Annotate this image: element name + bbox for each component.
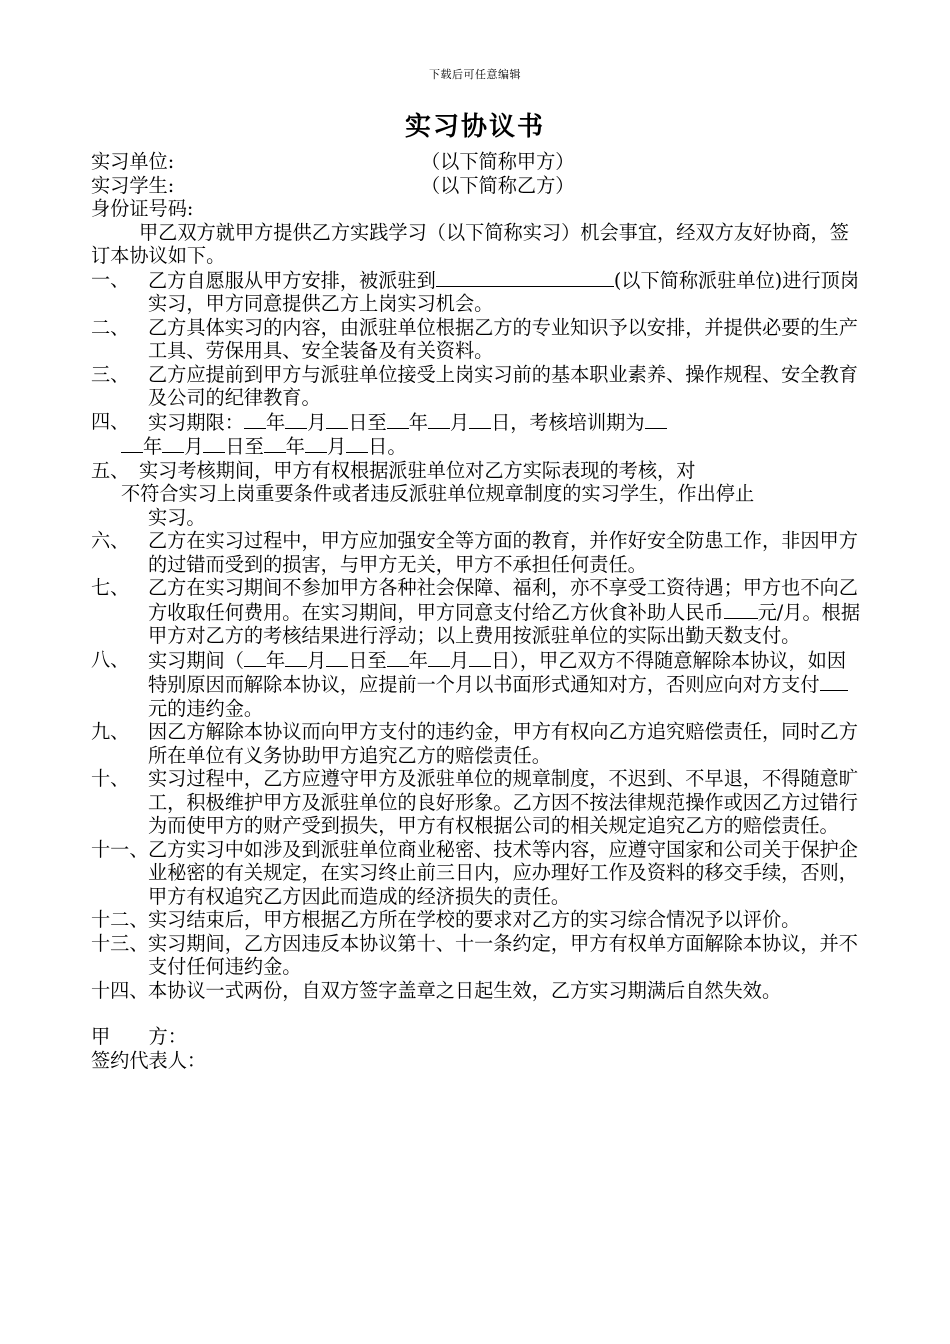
clause-7 [91,576,863,648]
station-blank [436,268,614,287]
clause-9 [91,720,863,767]
clause-text: 乙方在实习过程中，甲方应加强安全等方面的教育，并作好安全防患工作，非因甲方的过错而受到的损害，与甲方无关，甲方不承担任何责任。 [148,529,858,576]
clause-number: 十三、 [91,931,149,955]
clause-text: 乙方自愿服从甲方安排，被派驻到 [148,268,436,292]
document-title: 实习协议书 [404,112,545,142]
student-note: （以下简称乙方） [421,173,575,197]
clause-number: 十四、 [91,978,149,1002]
date-blank [645,410,667,429]
day-label: 日 [368,435,388,458]
to-label: 至 [367,648,387,672]
clause-text: (以下简称派驻单位)进行顶岗实习，甲方同意提供乙方上岗实习机会。 [148,268,860,315]
clause-12 [91,908,863,932]
amount-blank [820,672,848,691]
clause-number: 十、 [91,767,130,790]
clause-6 [91,529,863,576]
month-label: 月 [184,435,204,458]
clause-text: 元的违约金。 [148,696,264,720]
clause-2 [91,316,863,363]
clause-11 [91,838,863,909]
date-blank [305,434,327,453]
clause-text: ），甲乙双方不得随意解除本协议，如因特别原因而解除本协议，应提前一个月以书面形式通知对方，否则应向对方支付 [148,648,847,696]
clause-text: 本协议一式两份，自双方签字盖章之日起生效，乙方实习期满后自然失效。 [148,978,782,1002]
date-blank [428,648,450,667]
document-body [91,150,863,1072]
clause-number: 七、 [91,576,130,599]
unit-row [91,150,863,174]
clause-14 [91,979,863,1003]
clause-number: 九、 [91,720,130,743]
clause-13 [91,932,863,979]
clause-text: 实习期间，乙方因违反本协议第十、十一条约定，甲方有权单方面解除本协议，并不支付任何违约金。 [148,931,858,978]
date-blank [387,410,409,429]
to-label: 至 [367,410,387,434]
id-row [91,197,863,221]
clause-text: 实习结束后，甲方根据乙方所在学校的要求对乙方的实习综合情况予以评价。 [148,908,801,931]
day-label: 日 [225,435,245,458]
date-blank [469,410,491,429]
year-label: 年 [143,435,163,458]
date-blank [285,648,307,667]
clause-number: 十一、 [91,837,149,861]
clause-1 [91,268,863,316]
clause-text: 因乙方解除本协议而向甲方支付的违约金，甲方有权向乙方追究赔偿责任，同时乙方所在单位有义务协助甲方追究乙方的赔偿责任。 [148,720,858,767]
clause-number: 五、 [91,458,130,482]
date-blank [326,648,348,667]
month-label: 月 [449,648,470,672]
clause-number: 四、 [91,409,130,433]
month-label: 月 [307,648,327,672]
date-blank [326,410,348,429]
date-blank [285,410,307,429]
clause-3 [91,363,863,410]
clause-number: 八、 [91,647,130,671]
id-label: 身份证号码: [91,197,194,220]
clause-number: 六、 [91,529,130,552]
unit-note: （以下简称甲方） [421,150,575,173]
student-row [91,174,863,198]
year-label: 年 [408,410,428,434]
date-blank [428,410,450,429]
year-label: 年 [285,435,305,458]
day-label: 日 [491,410,511,434]
month-label: 月 [307,410,327,434]
date-blank [469,648,491,667]
clause-text: 乙方在实习期间不参加甲方各种社会保障、福利，亦不享受工资待遇；甲方也不向乙方收取任何费用。在实习期间，甲方同意支付给乙方伙食补助人民币 [148,576,858,624]
to-label: 至 [244,435,264,458]
date-blank [387,648,409,667]
date-blank [203,434,225,453]
party-a-signature-label: 甲 方： [91,1025,187,1048]
clause-text: 实习考核期间，甲方有权根据派驻单位对乙方实际表现的考核，对 [139,458,696,482]
date-blank [244,648,266,667]
date-blank [346,434,368,453]
clause-5-line-2: 不符合实习上岗重要条件或者违反派驻单位规章制度的实习学生，作出停止 [121,482,755,505]
period-mark: 。 [387,435,407,458]
date-blank [264,434,286,453]
clause-text: 乙方应提前到甲方与派驻单位接受上岗实习前的基本职业素养、操作规程、安全教育及公司的纪律教育。 [148,362,858,409]
clause-4 [91,410,863,435]
year-label: 年 [408,648,428,672]
clause-number: 一、 [91,267,130,291]
clause-number: 二、 [91,315,130,339]
clause-text: 实习期限： [148,410,244,434]
year-label: 年 [265,648,286,672]
clause-10 [91,767,863,838]
date-blank [162,434,184,453]
clause-5 [91,459,863,483]
clause-text: 实习过程中，乙方应遵守甲方及派驻单位的规章制度，不迟到、不早退，不得随意旷工，积极维护甲方及派驻单位的良好形象。乙方因不按法律规范操作或因乙方过错行为而使甲方的财产受到损失，甲方有权根据公司的相关规定追究乙方的赔偿责任。 [148,767,858,837]
intro-paragraph: 甲乙双方就甲方提供乙方实践学习（以下简称实习）机会事宜，经双方友好协商，签订本协议如下。 [91,220,849,267]
month-label: 月 [449,410,470,434]
clause-number: 十二、 [91,908,149,931]
unit-label: 实习单位: [91,150,175,173]
day-label: 日 [348,648,368,672]
amount-blank [724,600,758,619]
representative-signature-label: 签约代表人： [91,1048,207,1072]
clause-text: 乙方实习中如涉及到派驻单位商业秘密、技术等内容，应遵守国家和公司关于保护企业秘密的有关规定，在实习终止前三日内，应办理好工作及资料的移交手续，否则，甲方有权追究乙方因此而造成的经济损失的责任。 [148,837,858,908]
day-label: 日 [348,410,368,434]
clause-4-continued [91,434,863,459]
date-blank [244,410,266,429]
student-label: 实习学生: [91,173,175,197]
clause-5-line-3: 实习。 [148,505,206,529]
header-note: 下载后可任意编辑 [429,68,521,81]
clause-text: 乙方具体实习的内容，由派驻单位根据乙方的专业知识予以安排，并提供必要的生产工具、劳保用具、安全装备及有关资料。 [148,315,858,362]
clause-8 [91,648,863,721]
month-label: 月 [326,435,347,458]
clause-text: 实习期间（ [148,648,244,672]
clause-text: ，考核培训期为 [510,410,645,434]
date-blank [121,434,143,453]
year-label: 年 [265,410,286,434]
day-label: 日 [491,648,511,672]
clause-number: 三、 [91,362,130,386]
clause-text: 元/月。根据甲方对乙方的考核结果进行浮动；以上费用按派驻单位的实际出勤天数支付。 [148,600,861,647]
